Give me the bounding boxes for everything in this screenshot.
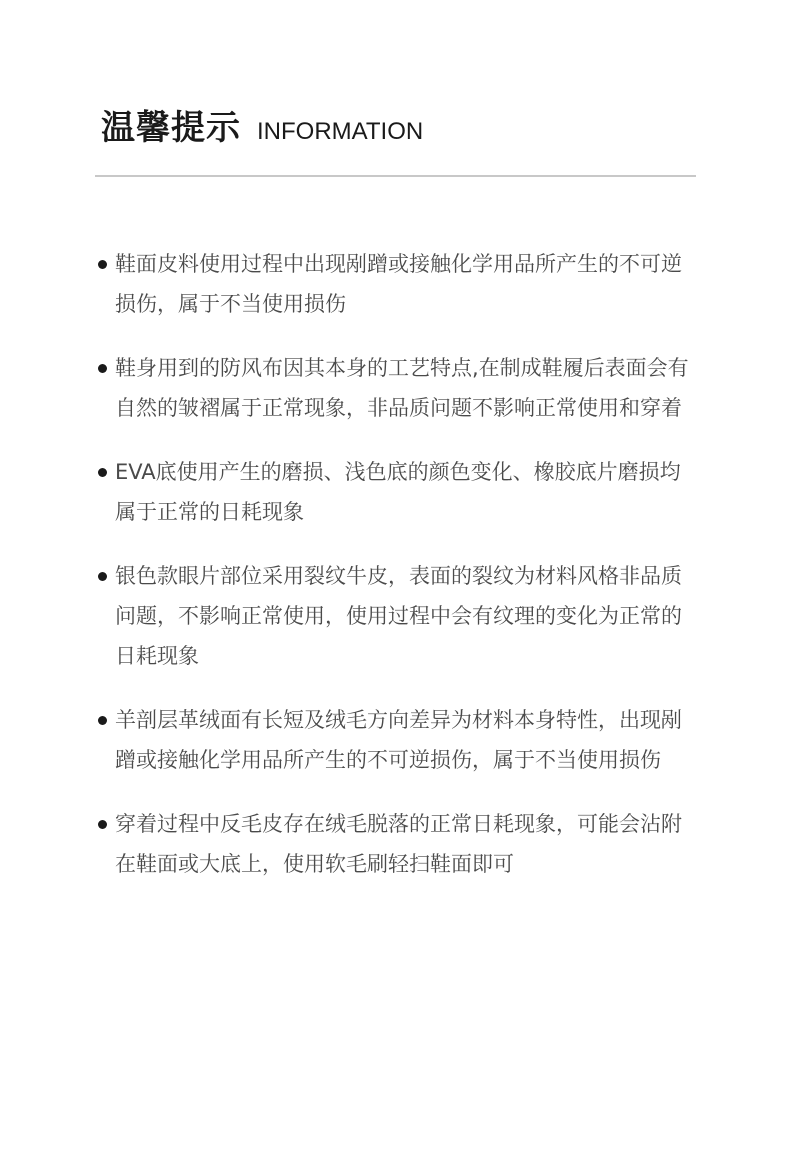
list-item <box>95 556 695 676</box>
note-text: 鞋面皮料使用过程中出现剐蹭或接触化学用品所产生的不可逆损伤，属于不当使用损伤 <box>115 252 682 316</box>
note-text: EVA底使用产生的磨损、浅色底的颜色变化、橡胶底片磨损均属于正常的日耗现象 <box>115 460 681 524</box>
list-item <box>95 700 695 780</box>
note-text: 羊剖层革绒面有长短及绒毛方向差异为材料本身特性，出现剐蹭或接触化学用品所产生的不可逆损伤，属于不当使用损伤 <box>115 708 682 772</box>
list-item <box>95 348 695 428</box>
bullet-dot-icon <box>98 820 107 829</box>
page-title: 温馨提示 <box>101 108 241 148</box>
page-header <box>101 100 423 149</box>
list-item <box>95 244 695 324</box>
bullet-dot-icon <box>98 716 107 725</box>
note-text: 鞋身用到的防风布因其本身的工艺特点,在制成鞋履后表面会有自然的皱褶属于正常现象，非品质问题不影响正常使用和穿着 <box>115 356 689 420</box>
header-divider <box>95 175 696 177</box>
bullet-dot-icon <box>98 364 107 373</box>
bullet-dot-icon <box>98 572 107 581</box>
list-item <box>95 452 695 532</box>
note-text: 银色款眼片部位采用裂纹牛皮，表面的裂纹为材料风格非品质问题，不影响正常使用，使用过程中会有纹理的变化为正常的日耗现象 <box>115 564 682 668</box>
notes-list <box>95 244 695 908</box>
page-subtitle: INFORMATION <box>257 118 424 145</box>
list-item <box>95 804 695 884</box>
bullet-dot-icon <box>98 260 107 269</box>
bullet-dot-icon <box>98 468 107 477</box>
note-text: 穿着过程中反毛皮存在绒毛脱落的正常日耗现象，可能会沾附在鞋面或大底上，使用软毛刷轻扫鞋面即可 <box>115 812 682 876</box>
